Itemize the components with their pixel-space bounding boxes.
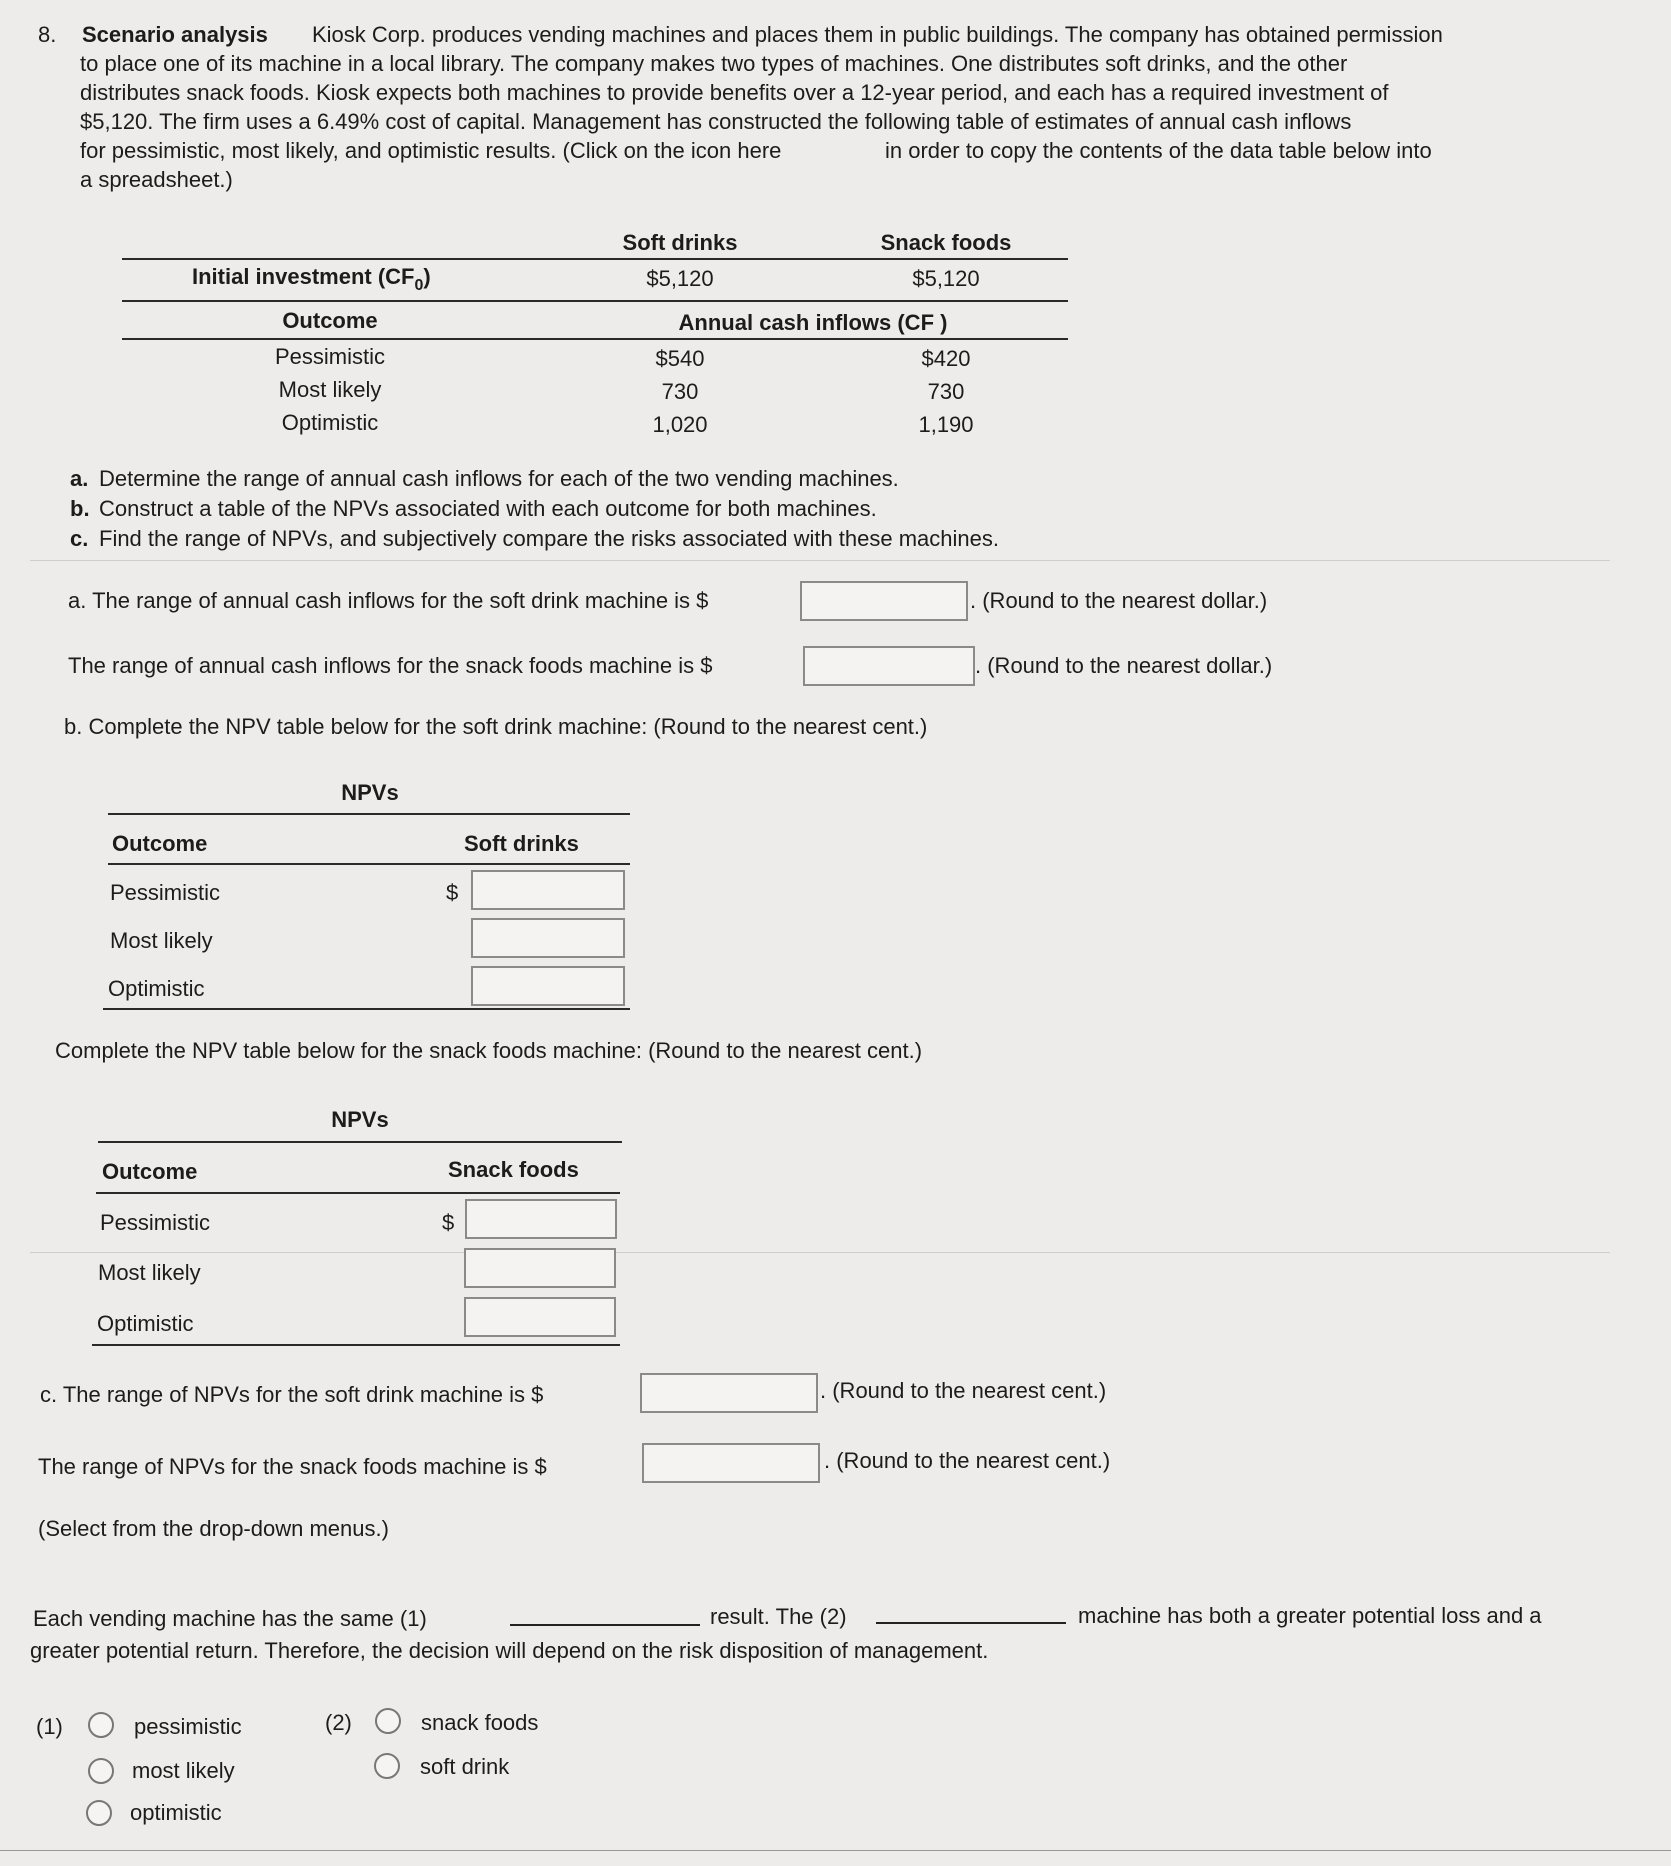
npv-soft-title: NPVs: [341, 780, 399, 805]
blank-2-dropdown[interactable]: [876, 1622, 1066, 1624]
npv-soft-pessimistic-input[interactable]: [471, 870, 625, 910]
npv-snack-bottom-rule: [92, 1344, 620, 1346]
initial-soft: $5,120: [646, 266, 714, 291]
col-header-soft: Soft drinks: [622, 230, 738, 255]
npv-snack-top-rule: [98, 1141, 622, 1143]
row-snack: 730: [927, 379, 965, 404]
a-soft-range-input[interactable]: [800, 581, 968, 621]
a-snack-range-input[interactable]: [803, 646, 975, 686]
npv-soft-row-label: Optimistic: [108, 976, 205, 1001]
c-snack-prompt: The range of NPVs for the snack foods machine is $: [38, 1454, 547, 1479]
radio-pessimistic[interactable]: [88, 1712, 114, 1738]
c-soft-round-note: . (Round to the nearest cent.): [820, 1378, 1107, 1403]
question-b-text: Construct a table of the NPVs associated with each outcome for both machines.: [99, 496, 877, 521]
option-optimistic[interactable]: optimistic: [130, 1800, 222, 1825]
option-pessimistic[interactable]: pessimistic: [134, 1714, 242, 1739]
problem-line-5a: for pessimistic, most likely, and optimistic results. (Click on the icon here: [80, 138, 782, 163]
group-2-label: (2): [325, 1710, 352, 1735]
initial-snack: $5,120: [912, 266, 980, 291]
a-snack-round-note: . (Round to the nearest dollar.): [975, 653, 1273, 678]
npv-snack-dollar: $: [442, 1210, 455, 1235]
a-soft-round-note: . (Round to the nearest dollar.): [970, 588, 1268, 613]
row-label: Optimistic: [281, 410, 379, 435]
npv-soft-top-rule: [108, 813, 630, 815]
c-soft-range-input[interactable]: [640, 1373, 818, 1413]
npv-soft-optimistic-input[interactable]: [471, 966, 625, 1006]
npv-soft-outcome-header: Outcome: [112, 831, 208, 856]
option-most-likely[interactable]: most likely: [132, 1758, 235, 1783]
problem-line-1: Kiosk Corp. produces vending machines and places them in public buildings. The company has obtained permission: [312, 22, 1443, 47]
npv-snack-col-header: Snack foods: [448, 1157, 579, 1182]
c-soft-prompt: c. The range of NPVs for the soft drink machine is $: [40, 1382, 544, 1407]
row-soft: $540: [655, 346, 705, 371]
question-b-prefix: b.: [70, 496, 90, 521]
problem-number: 8.: [38, 22, 57, 47]
row-snack: 1,190: [918, 412, 974, 437]
problem-line-6: a spreadsheet.): [80, 167, 233, 192]
npv-snack-row-label: Optimistic: [97, 1311, 194, 1336]
sentence-part-a: Each vending machine has the same (1): [33, 1606, 427, 1631]
table-header-rule: [122, 338, 1068, 340]
problem-line-2: to place one of its machine in a local library. The company makes two types of machines. One distributes soft drinks, and the other: [80, 51, 1348, 76]
npv-soft-most-likely-input[interactable]: [471, 918, 625, 958]
c-snack-round-note: . (Round to the nearest cent.): [824, 1448, 1111, 1473]
npv-snack-row-label: Most likely: [98, 1260, 201, 1285]
row-soft: 730: [661, 379, 699, 404]
page-bottom-rule: [0, 1850, 1671, 1851]
npv-soft-col-header: Soft drinks: [464, 831, 579, 856]
row-snack: $420: [921, 346, 971, 371]
group-1-label: (1): [36, 1714, 63, 1739]
select-hint: (Select from the drop-down menus.): [38, 1516, 389, 1541]
initial-investment-label: Initial investment $(CF_0)$: [192, 264, 431, 294]
npv-soft-header-rule: [108, 863, 630, 865]
npv-soft-row-label: Pessimistic: [110, 880, 221, 905]
npv-snack-title: NPVs: [331, 1107, 389, 1132]
radio-snack-foods[interactable]: [375, 1708, 401, 1734]
table-top-rule: [122, 258, 1068, 260]
option-snack-foods[interactable]: snack foods: [421, 1710, 539, 1735]
c-snack-range-input[interactable]: [642, 1443, 820, 1483]
a-snack-prompt: The range of annual cash inflows for the snack foods machine is $: [68, 653, 713, 678]
question-c-prefix: c.: [70, 526, 89, 551]
cash-inflows-header: Annual cash inflows (CF ): [678, 310, 948, 335]
radio-most-likely[interactable]: [88, 1758, 114, 1784]
problem-line-3: distributes snack foods. Kiosk expects both machines to provide benefits over a 12-year period, and each has a required investment of: [80, 80, 1389, 105]
option-soft-drink[interactable]: soft drink: [420, 1754, 510, 1779]
table-mid-rule: [122, 300, 1068, 302]
sentence-part-b: result. The (2): [710, 1604, 847, 1629]
problem-title: Scenario analysis: [82, 22, 268, 47]
b-snack-prompt: Complete the NPV table below for the snack foods machine: (Round to the nearest cent.): [55, 1038, 923, 1063]
sentence-part-d: greater potential return. Therefore, the decision will depend on the risk disposition of management.: [30, 1638, 989, 1663]
npv-soft-dollar: $: [446, 880, 459, 905]
a-soft-prompt: a. The range of annual cash inflows for the soft drink machine is $: [68, 588, 709, 613]
b-soft-prompt: b. Complete the NPV table below for the soft drink machine: (Round to the nearest cent.): [64, 714, 928, 739]
problem-line-4: $5,120. The firm uses a 6.49% cost of capital. Management has constructed the following table of estimates of annual cash inflows: [80, 109, 1352, 134]
row-label: Pessimistic: [274, 344, 385, 369]
row-soft: 1,020: [652, 412, 708, 437]
npv-soft-row-label: Most likely: [110, 928, 213, 953]
npv-snack-pessimistic-input[interactable]: [465, 1199, 617, 1239]
npv-snack-optimistic-input[interactable]: [464, 1297, 616, 1337]
npv-snack-header-rule: [96, 1192, 620, 1194]
sentence-part-c: machine has both a greater potential loss and a: [1078, 1603, 1542, 1628]
question-a-prefix: a.: [70, 466, 89, 491]
npv-soft-bottom-rule: [103, 1008, 630, 1010]
npv-snack-most-likely-input[interactable]: [464, 1248, 616, 1288]
row-label: Most likely: [278, 377, 382, 402]
radio-soft-drink[interactable]: [374, 1753, 400, 1779]
npv-snack-outcome-header: Outcome: [102, 1159, 198, 1184]
problem-line-5b: in order to copy the contents of the data table below into: [885, 138, 1432, 163]
blank-1-dropdown[interactable]: [510, 1624, 700, 1626]
section-divider: [30, 560, 1610, 561]
outcome-header: Outcome: [282, 308, 378, 333]
npv-snack-row-label: Pessimistic: [100, 1210, 211, 1235]
question-a-text: Determine the range of annual cash inflows for each of the two vending machines.: [99, 466, 899, 491]
col-header-snack: Snack foods: [880, 230, 1012, 255]
question-c-text: Find the range of NPVs, and subjectively compare the risks associated with these machines.: [99, 526, 1000, 551]
radio-optimistic[interactable]: [86, 1800, 112, 1826]
section-divider: [30, 1252, 1610, 1253]
